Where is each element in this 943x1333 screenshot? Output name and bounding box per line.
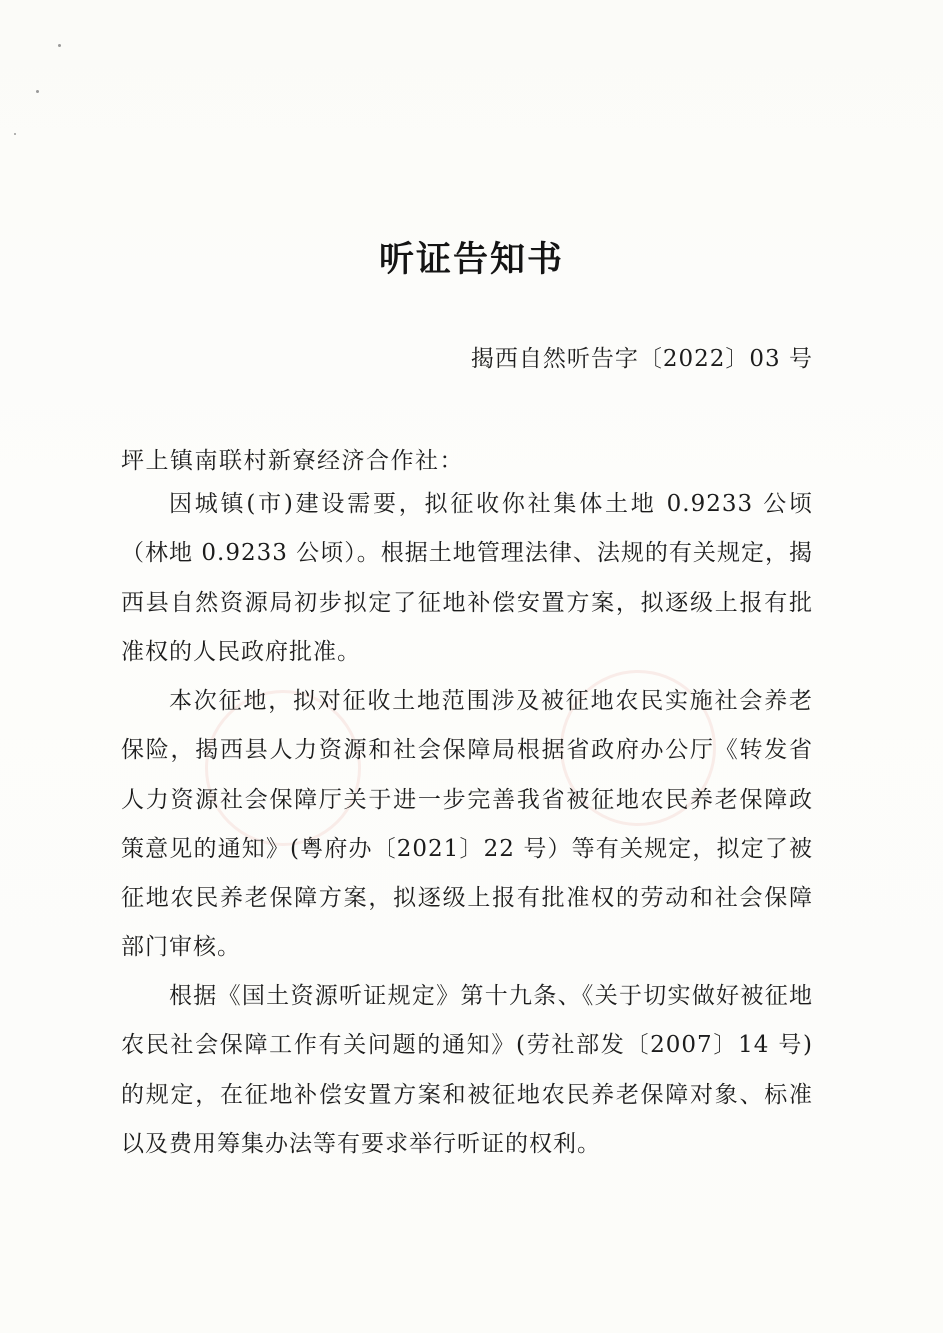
body-paragraph-3: 根据《国土资源听证规定》第十九条、《关于切实做好被征地农民社会保障工作有关问题的通知》(劳社部发〔2007〕14 号)的规定，在征地补偿安置方案和被征地农民养老保障对象、标准以及费用筹集办法等有要求举行听证的权利。 bbox=[121, 983, 813, 1157]
body-paragraph-1: 因城镇(市)建设需要，拟征收你社集体土地 0.9233 公顷（林地 0.9233 公顷）。根据土地管理法律、法规的有关规定，揭西县自然资源局初步拟定了征地补偿安置方案，拟逐级上报有批准权的人民政府批准。 bbox=[121, 491, 813, 665]
document-title: 听证告知书 bbox=[378, 240, 564, 280]
scan-speck bbox=[58, 44, 61, 47]
body-paragraph-2: 本次征地，拟对征收土地范围涉及被征地农民实施社会养老保险，揭西县人力资源和社会保障局根据省政府办公厅《转发省人力资源社会保障厅关于进一步完善我省被征地农民养老保障政策意见的通知》(粤府办〔2021〕22 号）等有关规定，拟定了被征地农民养老保障方案，拟逐级上报有批准权的劳动和社会保障部门审核。 bbox=[121, 688, 813, 961]
scan-speck bbox=[36, 90, 39, 93]
addressee: 坪上镇南联村新寮经济合作社： bbox=[121, 448, 464, 474]
scan-speck bbox=[14, 133, 16, 135]
document-number: 揭西自然听告字〔2022〕03 号 bbox=[470, 346, 813, 372]
